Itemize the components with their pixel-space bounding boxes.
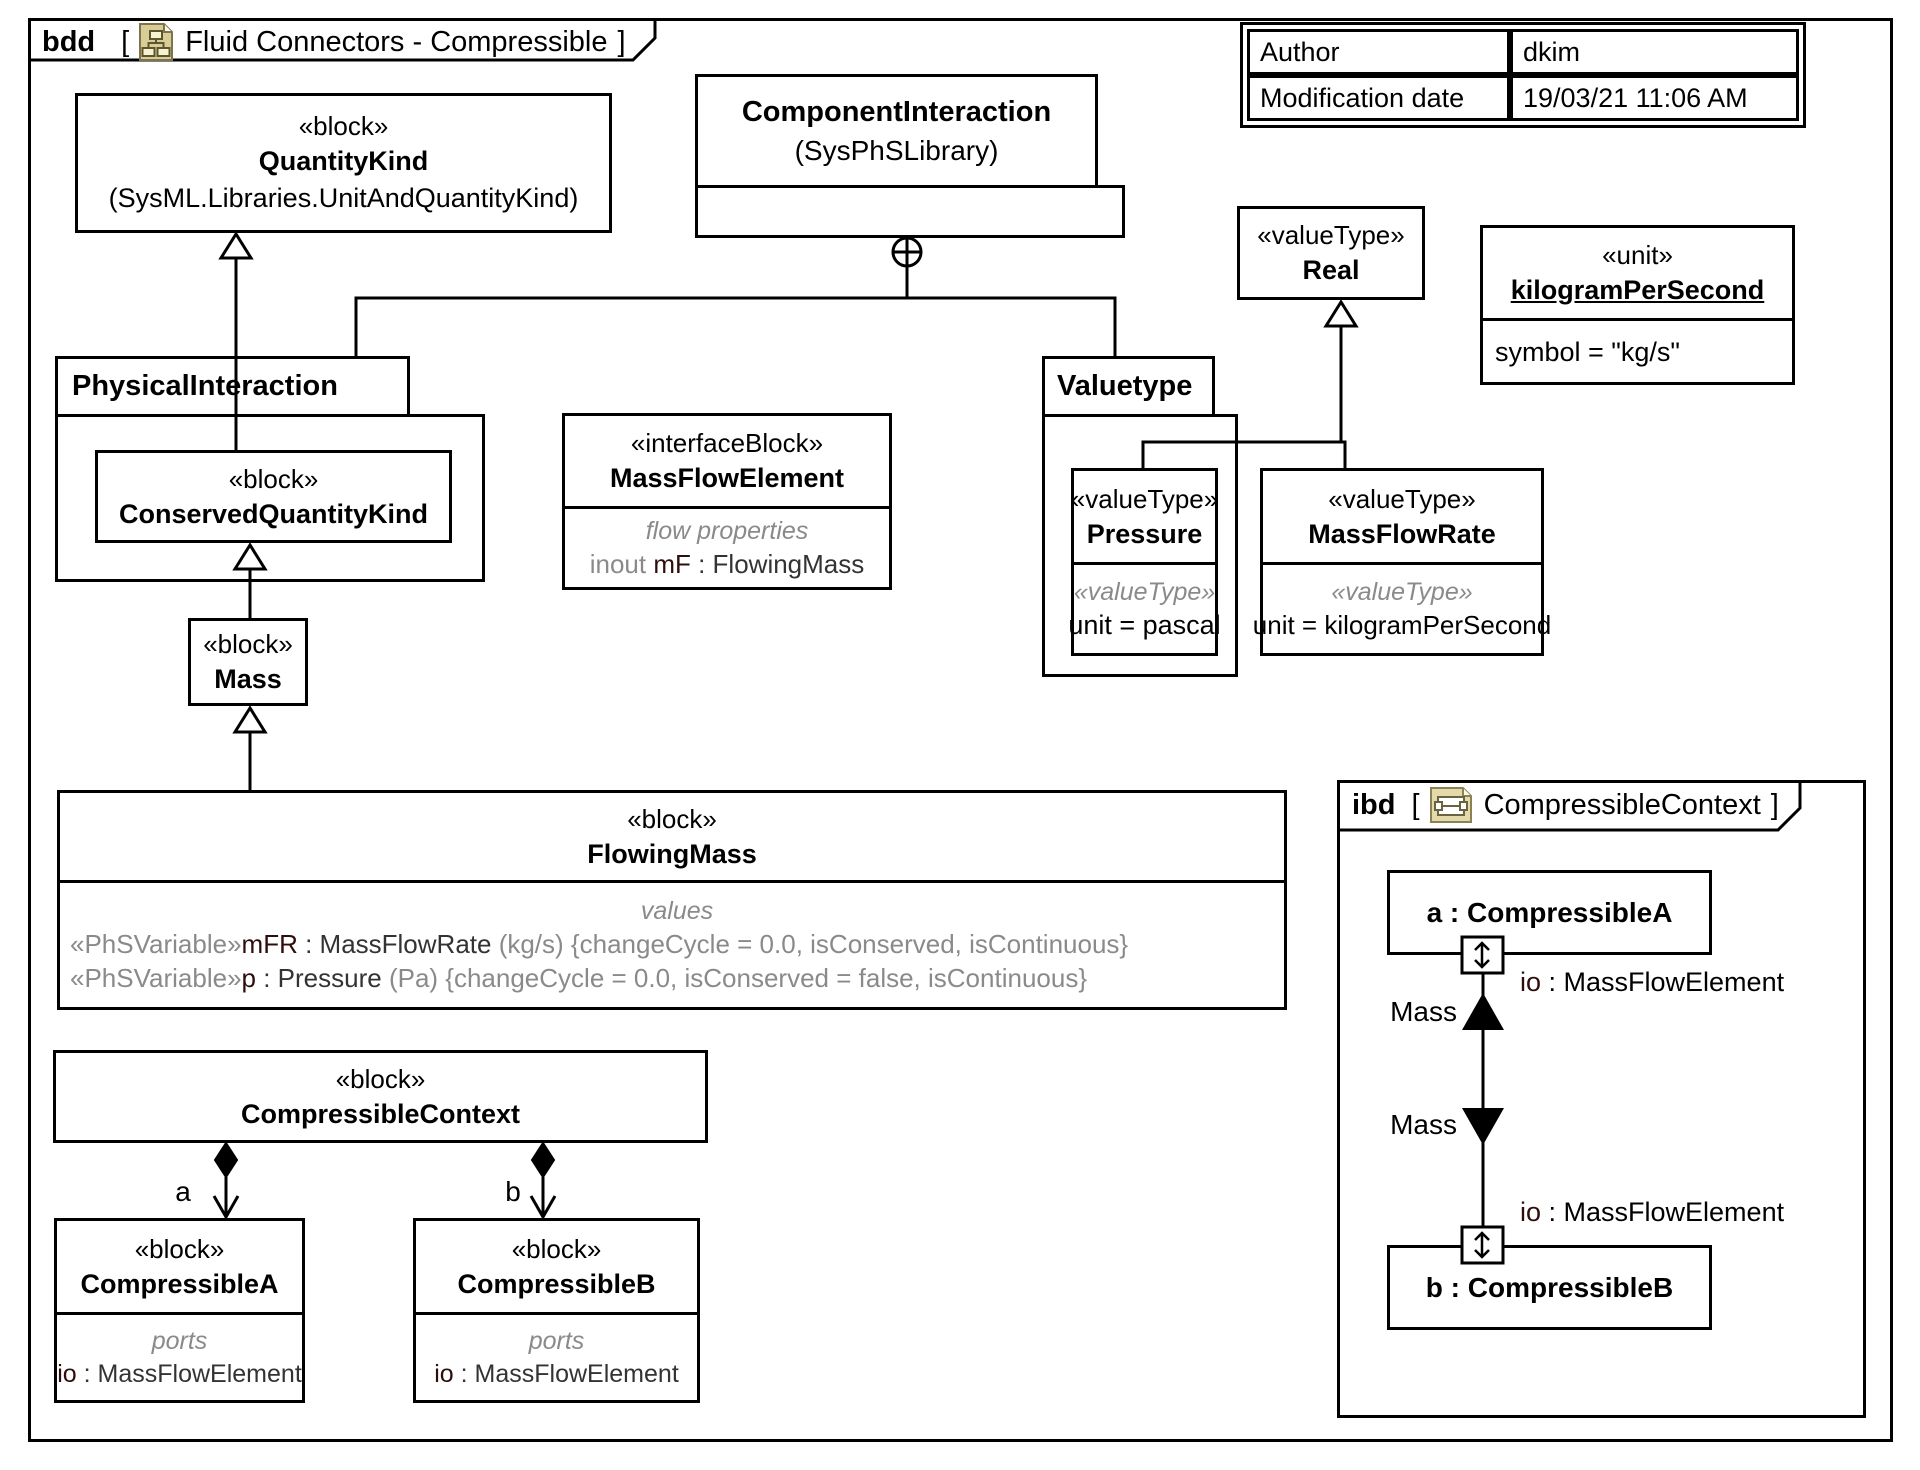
compartment-label: ports	[528, 1326, 585, 1355]
bracket-close: ]	[617, 25, 626, 58]
diagram-title: CompressibleContext	[1483, 788, 1761, 821]
part-label: b : CompressibleB	[1425, 1271, 1674, 1303]
block-name: MassFlowElement	[609, 463, 845, 493]
block-componentinteraction-compartment[interactable]	[695, 185, 1125, 238]
block-name: CompressibleContext	[240, 1098, 521, 1129]
bracket-open: [	[121, 25, 130, 58]
block-quantitykind[interactable]	[75, 93, 612, 233]
block-flowingmass[interactable]	[57, 790, 1287, 1010]
port-label-a[interactable]: io : MassFlowElement	[1520, 967, 1785, 997]
value-property: «PhSVariable»p : Pressure (Pa) {changeCycle = 0.0, isConserved = false, isContinuous}	[70, 963, 1088, 993]
block-name: Mass	[214, 664, 282, 694]
block-valuetype[interactable]	[1042, 356, 1215, 417]
compartment-label: values	[640, 897, 714, 925]
info-label-author: Author	[1247, 29, 1510, 75]
block-compressiblecontext[interactable]	[53, 1050, 708, 1143]
stereotype-label: «interfaceBlock»	[630, 428, 824, 458]
stereotype-label: «unit»	[1602, 240, 1673, 270]
flow-property: inout mF : FlowingMass	[589, 549, 865, 579]
ibd-diagram-icon	[1430, 787, 1472, 823]
block-name: FlowingMass	[587, 838, 757, 869]
block-physicalinteraction[interactable]	[55, 356, 410, 417]
bdd-frame-header[interactable]	[42, 24, 626, 60]
info-value-moddate: 19/03/21 11:06 AM	[1510, 75, 1799, 121]
diagram-kind-label: bdd	[42, 25, 96, 58]
block-compressiblea[interactable]	[54, 1218, 305, 1403]
port-property: io : MassFlowElement	[434, 1359, 679, 1388]
unit-attribute: unit = kilogramPerSecond	[1252, 610, 1552, 640]
stereotype-label: «block»	[203, 629, 293, 659]
role-label-a[interactable]: a	[175, 1176, 191, 1207]
stereotype-label: «block»	[134, 1233, 225, 1264]
block-compressibleb[interactable]	[413, 1218, 700, 1403]
compartment-label: ports	[151, 1326, 208, 1355]
block-kilogrampersecond[interactable]	[1480, 225, 1795, 385]
ibd-frame-header[interactable]	[1352, 786, 1779, 824]
diagram-kind-label: ibd	[1352, 788, 1396, 821]
sub-stereotype-label: «valueType»	[1331, 578, 1473, 606]
stereotype-label: «block»	[298, 111, 389, 141]
block-massflowrate[interactable]	[1252, 468, 1552, 656]
block-conservedquantitykind[interactable]	[95, 450, 452, 543]
item-flow-label-mass-down[interactable]: Mass	[1390, 1109, 1457, 1140]
stereotype-label: «valueType»	[1328, 483, 1476, 514]
unit-symbol-attribute: symbol = "kg/s"	[1495, 336, 1680, 367]
block-name: Valuetype	[1057, 370, 1193, 402]
item-flow-label-mass-up[interactable]: Mass	[1390, 996, 1457, 1027]
part-label: a : CompressibleA	[1426, 896, 1673, 928]
diagram-title: Fluid Connectors - Compressible	[185, 25, 608, 58]
diagram-info-table[interactable]	[1240, 22, 1806, 128]
block-name: Real	[1302, 255, 1360, 285]
block-name: MassFlowRate	[1308, 518, 1496, 549]
unit-attribute: unit = pascal	[1068, 610, 1221, 640]
sub-stereotype-label: «valueType»	[1073, 578, 1216, 606]
info-value-author: dkim	[1510, 29, 1799, 75]
block-name: kilogramPerSecond	[1510, 275, 1765, 305]
compartment-label: flow properties	[645, 517, 809, 545]
stereotype-label: «block»	[335, 1063, 426, 1094]
stereotype-label: «block»	[627, 803, 717, 834]
block-name: PhysicalInteraction	[72, 370, 338, 402]
stereotype-label: «block»	[511, 1233, 602, 1264]
block-real[interactable]	[1237, 206, 1425, 300]
role-label-b[interactable]: b	[505, 1176, 521, 1207]
block-name: CompressibleA	[80, 1268, 279, 1299]
block-name: ComponentInteraction	[741, 96, 1052, 128]
bdd-diagram-icon	[139, 23, 173, 61]
part-a-compressiblea[interactable]	[1387, 870, 1712, 955]
block-massflowelement[interactable]	[562, 413, 892, 590]
block-componentinteraction[interactable]	[695, 74, 1098, 188]
block-mass[interactable]	[188, 618, 308, 706]
bracket-open: [	[1411, 788, 1420, 821]
block-name: CompressibleB	[457, 1268, 656, 1299]
port-property: io : MassFlowElement	[57, 1359, 302, 1388]
block-name: QuantityKind	[258, 146, 429, 176]
block-qualifier: (SysPhSLibrary)	[794, 135, 999, 166]
block-qualifier: (SysML.Libraries.UnitAndQuantityKind)	[108, 183, 579, 213]
part-b-compressibleb[interactable]	[1387, 1245, 1712, 1330]
port-label-b[interactable]: io : MassFlowElement	[1520, 1197, 1785, 1227]
stereotype-label: «block»	[228, 463, 319, 494]
value-property: «PhSVariable»mFR : MassFlowRate (kg/s) {changeCycle = 0.0, isConserved, isContinuous}	[70, 929, 1129, 959]
bracket-close: ]	[1770, 788, 1779, 821]
stereotype-label: «valueType»	[1070, 483, 1219, 514]
block-pressure[interactable]	[1068, 468, 1221, 656]
block-name: Pressure	[1086, 518, 1203, 549]
info-label-moddate: Modification date	[1247, 75, 1510, 121]
stereotype-label: «valueType»	[1257, 220, 1405, 250]
block-name: ConservedQuantityKind	[118, 498, 429, 529]
